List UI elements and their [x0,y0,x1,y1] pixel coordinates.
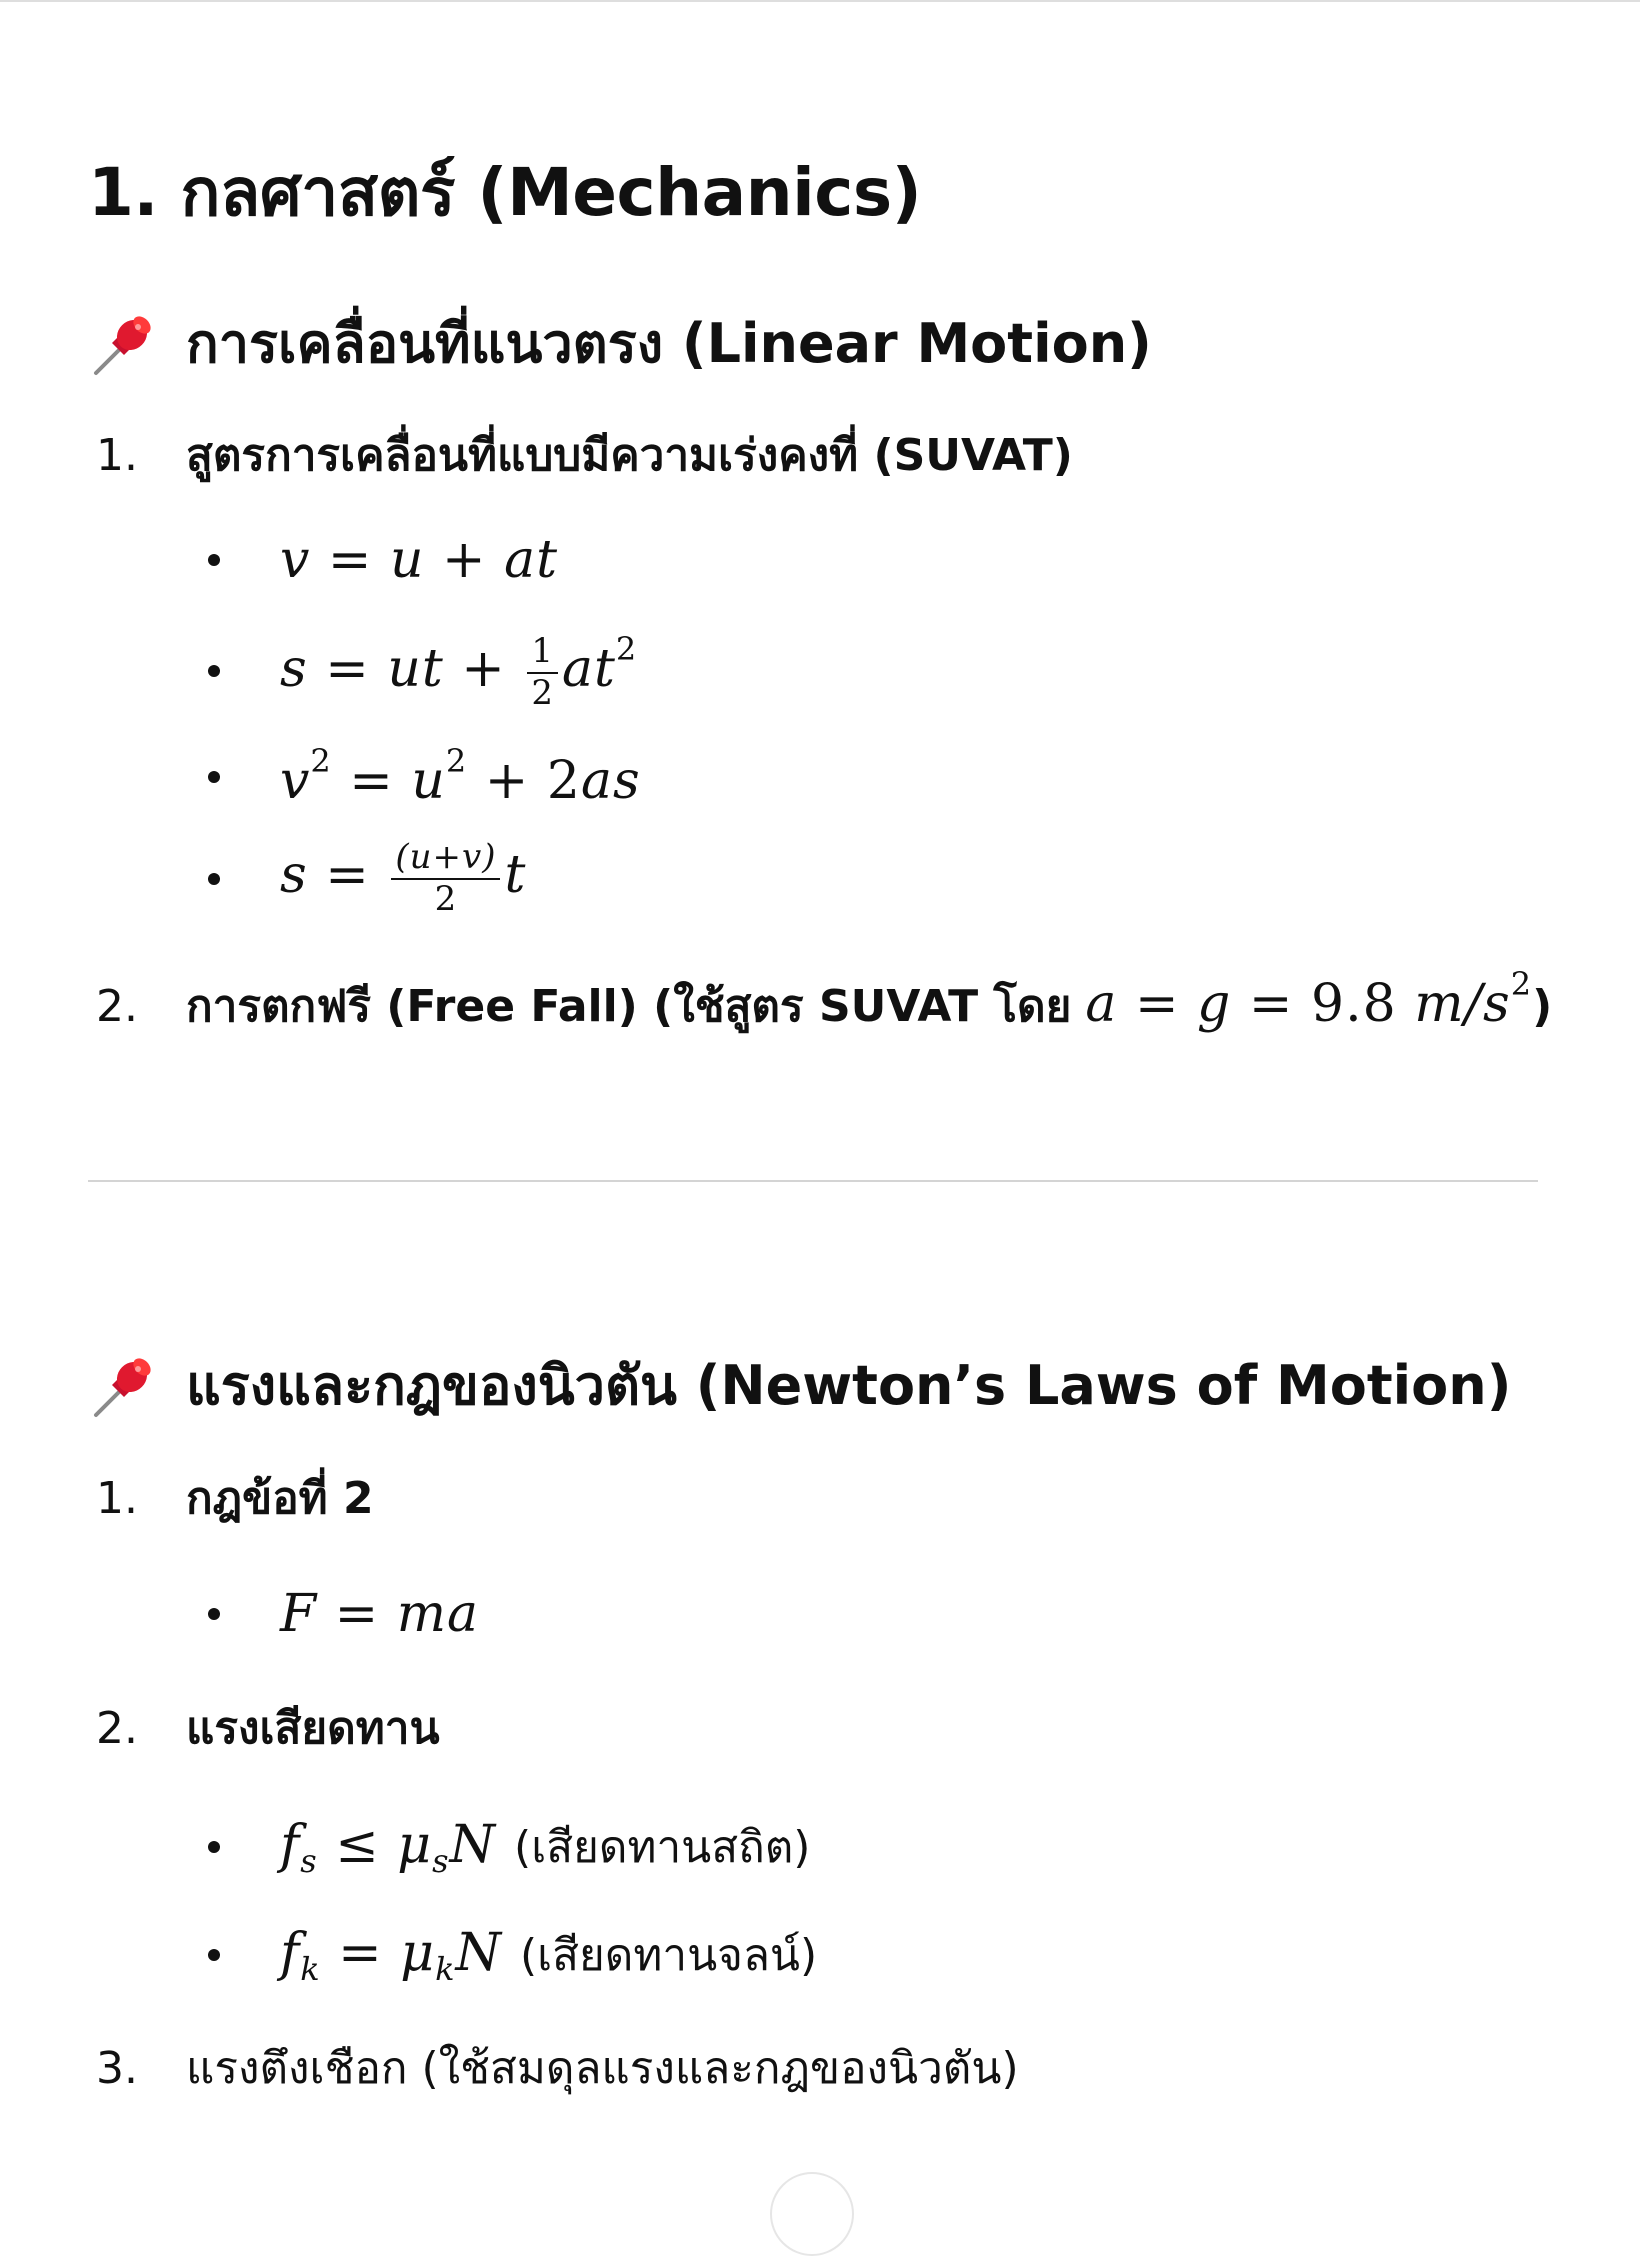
pushpin-icon [88,307,160,379]
section-title: การเคลื่อนที่แนวตรง (Linear Motion) [186,312,1152,375]
formula-note: (เสียดทานสถิต) [514,1822,811,1873]
list-item: 1. สูตรการเคลื่อนที่แบบมีความเร่งคงที่ (SUVAT) [96,430,1073,481]
bullet-dot [208,1841,220,1853]
formula: $f_k = \mu_kN$ [280,1922,502,1988]
section-heading-linear-motion [88,300,1152,386]
formula: v = u + at [280,530,559,590]
formula: s = $\frac{(u+v)}{2}$ t [280,837,527,919]
bullet-dot [208,1949,220,1961]
formula-note: (เสียดทานจลน์) [519,1930,818,1981]
list-item: 1. กฎข้อที่ 2 [96,1473,374,1524]
list-item: 3. แรงตึงเชือก (ใช้สมดุลแรงและกฎของนิวตัน) [96,2043,1019,2094]
formula-bullet [208,1920,817,1990]
top-border [0,0,1640,2]
scroll-down-button[interactable] [770,2172,854,2256]
formula-bullet [208,1584,479,1644]
bullet-dot [208,665,220,677]
list-item: 2. การตกฟรี (Free Fall) (ใช้สูตร SUVAT โดย a = g = 9.8 $m/s^2$ ) [96,965,1553,1034]
formula: s = ut + $\frac{1}{2}$ $at^2$ [280,630,638,713]
section-heading-newtons-laws [88,1342,1511,1428]
bullet-dot [208,554,220,566]
list-item: 2. แรงเสียดทาน [96,1703,440,1754]
formula: F = ma [280,1584,480,1644]
formula-bullet [208,630,637,711]
formula-bullet [208,1812,810,1882]
bullet-dot [208,771,220,783]
formula-bullet [208,837,527,919]
formula: a = g = 9.8 $m/s^2$ [1085,965,1533,1034]
formula-bullet [208,530,558,590]
formula: $v^2 = u^2 + 2as$ [280,742,641,811]
bullet-dot [208,873,220,885]
section-divider [88,1180,1538,1182]
formula: $f_s \le \mu_sN$ [280,1814,497,1880]
formula-bullet [208,742,641,811]
bullet-dot [208,1608,220,1620]
section-title: แรงและกฎของนิวตัน (Newton’s Laws of Motion) [186,1354,1512,1417]
page-title: 1. กลศาสตร์ (Mechanics) [88,154,922,231]
pushpin-icon [88,1349,160,1421]
